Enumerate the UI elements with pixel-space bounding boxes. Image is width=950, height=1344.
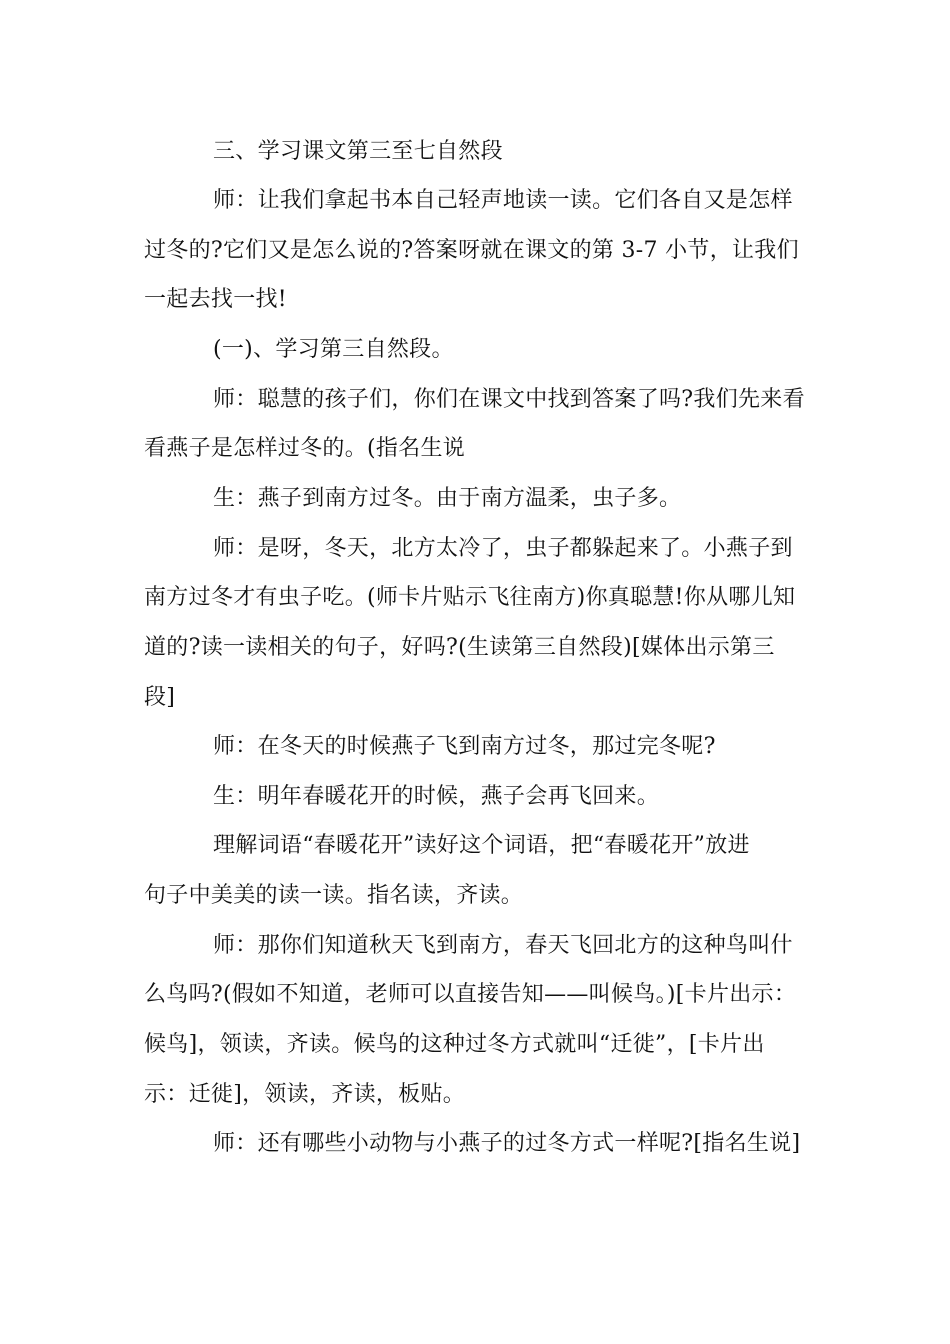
paragraph-line: 生：明年春暖花开的时候，燕子会再飞回来。	[213, 784, 660, 809]
paragraph-line: 理解词语“春暖花开”读好这个词语，把“春暖花开”放进	[213, 833, 750, 858]
paragraph-line: 南方过冬才有虫子吃。(师卡片贴示飞往南方)你真聪慧!你从哪儿知	[144, 585, 796, 610]
paragraph-line: 道的?读一读相关的句子，好吗?(生读第三自然段)[媒体出示第三	[144, 635, 775, 660]
paragraph-line: 一起去找一找!	[144, 287, 287, 312]
section-heading: 三、学习课文第三至七自然段	[213, 139, 503, 164]
paragraph-line: 师：让我们拿起书本自己轻声地读一读。它们各自又是怎样	[213, 188, 793, 213]
paragraph-line: 师：聪慧的孩子们，你们在课文中找到答案了吗?我们先来看	[213, 387, 805, 412]
paragraph-line: 过冬的?它们又是怎么说的?答案呀就在课文的第 3-7 小节，让我们	[144, 238, 799, 263]
paragraph-line: 师：那你们知道秋天飞到南方，春天飞回北方的这种鸟叫什	[213, 933, 793, 958]
paragraph-line: 么鸟吗?(假如不知道，老师可以直接告知——叫候鸟。)[卡片出示：	[144, 982, 797, 1007]
paragraph-line: 师：在冬天的时候燕子飞到南方过冬，那过完冬呢?	[213, 734, 716, 759]
paragraph-line: 看燕子是怎样过冬的。(指名生说	[144, 436, 466, 461]
paragraph-line: 生：燕子到南方过冬。由于南方温柔，虫子多。	[213, 486, 682, 511]
subsection-heading: (一)、学习第三自然段。	[213, 337, 454, 362]
paragraph-line: 师：还有哪些小动物与小燕子的过冬方式一样呢?[指名生说]	[213, 1131, 801, 1156]
paragraph-line: 师：是呀，冬天，北方太冷了，虫子都躲起来了。小燕子到	[213, 536, 793, 561]
paragraph-line: 句子中美美的读一读。指名读，齐读。	[144, 883, 524, 908]
paragraph-line: 示：迁徙]，领读，齐读，板贴。	[144, 1082, 466, 1107]
paragraph-line: 段]	[144, 685, 176, 710]
paragraph-line: 候鸟]，领读，齐读。候鸟的这种过冬方式就叫“迁徙”，[卡片出	[144, 1032, 765, 1057]
